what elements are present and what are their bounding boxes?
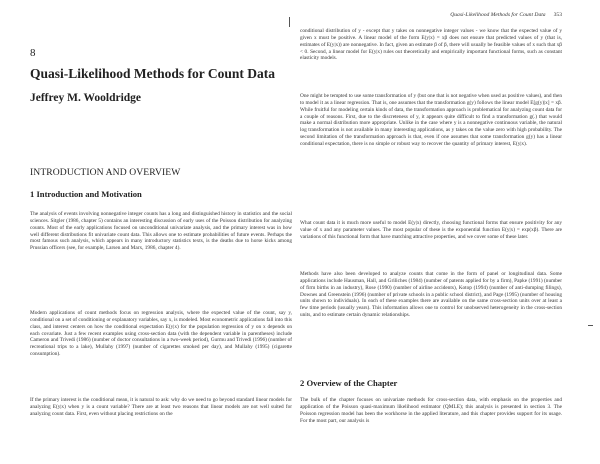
page-number: 353 [553, 12, 562, 18]
body-paragraph: Methods have also been developed to analyze counts that come in the form of panel or longitudinal data. Some applications include Hausman, Hall, and Griliches (1984) (number of patents applied for by a firm), Papke (1991) (number of firm births in an industry), Rose (1990) (number of airline accidents), Kotop (1994) (number of anti-dumping filings), Downes and Greenstein (1996) (number of private schools in a public school district), and Page (1995) (number of housing units shown to individuals). In each of these examples there are available on the same cross-section units over at least a few time periods (usually years). This information allows one to control for unobserved heterogeneity in the cross-section units, and to estimate certain dynamic relationships. [300, 271, 562, 319]
body-paragraph: The bulk of the chapter focuses on univariate methods for cross-section data, with emphasis on the properties and application of the Poisson quasi-maximum likelihood estimator (QMLE); this analysis is presented in section 3. The Poisson regression model has been the workhorse in the applied literature, and this chapter provides support for its usage. For the most part, our analysis is [300, 397, 562, 424]
margin-tick [588, 325, 593, 326]
running-head [300, 12, 562, 18]
subsection-heading-overview: 2 Overview of the Chapter [300, 378, 398, 388]
chapter-title: Quasi-Likelihood Methods for Count Data [30, 66, 276, 81]
body-paragraph: One might be tempted to use some transformation of y (but one that is not negative when used as positive values), and then to model it as a linear regression. That is, one assumes that the transformation g(y) follows the linear model E[g(y)|x] = xβ. While fruitful for modeling certain kinds of data, the transformation approach is problematical for analyzing count data for a couple of reasons. First, due to the discreteness of y, it appears quite difficult to find a transformation g(.) that would make a normal distribution more appropriate. Unlike in the case where y is a nonnegative continuous variable, the natural log transformation is not available in many interesting applications, as y takes on the value zero with high probability. The second limitation of the transformation approach is that, even if one assumes that some transformation g(y) has a linear conditional expectation, there is no simple or robust way to recover the quantity of primary interest, E(y|x). [300, 93, 562, 147]
body-paragraph: Modern applications of count methods focus on regression analysis, where the expected value of the count, say y, conditional on a set of conditioning or explanatory variables, say x, is modeled. Most econometric applications fall into this class, and interest centers on how the conditional expectation E(y|x) for the population regression of y on x depends on each covariate. Just a few recent examples using cross-section data (with the dependent variable in parentheses) include Cameron and Trivedi (1986) (number of doctor consultations in a two-week period), Gurmu and Trivedi (1996) (number of recreational trips to a lake), Mullahy (1997) (number of cigarettes smoked per day), and Mullahy (1995) (cigarette consumption). [30, 310, 292, 358]
body-paragraph: conditional distribution of y - except that y takes on nonnegative integer values - we know that the expected value of y given x must be positive. A linear model of the form E(y|x) = xβ does not ensure that predicted values of y (that is, estimates of E(y|x)) are nonnegative. In fact, given an estimate β of β, there will usually be feasible values of x such that xβ < 0. Second, a linear model for E(y|x) rules out theoretically and empirically important functional forms, such as constant elasticity models. [300, 28, 562, 62]
subsection-heading-intro: 1 Introduction and Motivation [30, 189, 142, 199]
body-paragraph: What count data it is much more useful to model E(y|x) directly, choosing functional forms that ensure positivity for any value of x and any parameter values. The most popular of these is the exponential function E(y|x) = exp(xβ). There are variations of this functional form that have matching attractive properties, and we cover some of these later. [300, 220, 562, 240]
running-head-title: Quasi-Likelihood Methods for Count Data [450, 12, 546, 18]
chapter-number: 8 [30, 47, 36, 59]
body-paragraph: If the primary interest is the conditional mean, it is natural to ask: why do we need to go beyond standard linear models for analyzing E(y|x) when y is a count variable? There are at least two reasons that linear models are not well suited for analyzing count data. First, even without placing restrictions on the [30, 397, 292, 417]
body-paragraph: The analysis of events involving nonnegative integer counts has a long and distinguished history in statistics and the social sciences. Sitgler (1986, chapter 5) contains an interesting discussion of early uses of the Poisson distribution for analyzing counts. Most of the early applications focused on unconditional univariate analysis, and the primary interest was in how well different distributions fit univariate count data. This allows one to estimate probabilities of future events. Perhaps the most famous such analysis, which appears in many introductory statistics texts, is the deaths due to horse kicks among Prussian officers (see, for example, Larsen and Marx, 1986, chapter 4). [30, 211, 292, 252]
section-heading: INTRODUCTION AND OVERVIEW [30, 167, 181, 178]
gutter-mark [289, 17, 290, 27]
author-name: Jeffrey M. Wooldridge [30, 92, 142, 104]
